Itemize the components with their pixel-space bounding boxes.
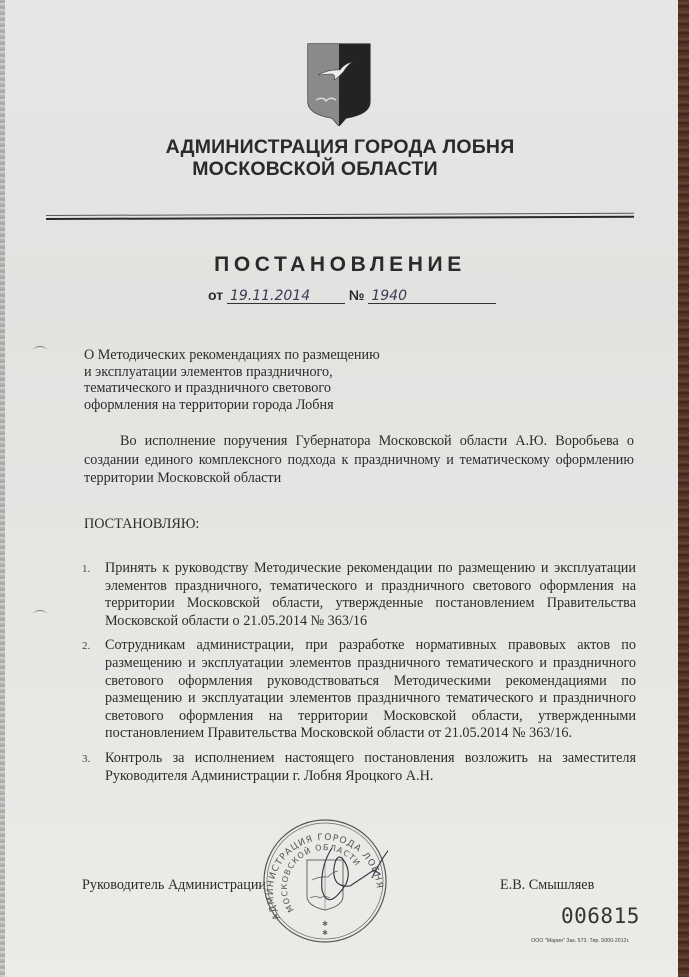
item-number: 2. — [82, 640, 91, 653]
item-text: Контроль за исполнением настоящего постановления возложить на заместителя Руководителя Администрации г. Лобня Яроцкого А.Н. — [105, 749, 636, 784]
item-text: Принять к руководству Методические рекомендации по размещению и эксплуатации элементов праздничного, тематического и праздничного светового оформления на территории Московской области, утвержденные постановлением Правительства Московской области о 21.05.2014 № 363/16 — [105, 560, 636, 629]
document-subject: О Методических рекомендациях по размещению и эксплуатации элементов праздничного, тематического и праздничного светового оформления на территории города Лобня — [84, 347, 380, 413]
printer-imprint: ООО "Мария" Зак. 573. Тир. 5000-2012г. — [531, 938, 630, 944]
svg-text:✱: ✱ — [322, 920, 328, 928]
number-prefix: № — [348, 287, 365, 303]
coat-of-arms-icon — [306, 42, 372, 126]
resolution-item — [80, 750, 636, 785]
official-seal-icon — [262, 818, 388, 944]
header-rule-thick — [46, 216, 634, 220]
date-number-line — [208, 287, 496, 304]
document-date: 19.11.2014 — [227, 289, 345, 304]
date-prefix: от — [208, 287, 224, 303]
resolve-heading: ПОСТАНОВЛЯЮ: — [84, 516, 200, 532]
resolution-item — [80, 637, 636, 743]
preamble-paragraph: Во исполнение поручения Губернатора Московской области А.Ю. Воробьева о создании единого комплексного подхода к праздничному и тематическому оформлению территории Московской области — [84, 433, 634, 486]
punch-hole-mark — [33, 346, 47, 355]
document-type: ПОСТАНОВЛЕНИЕ — [214, 253, 466, 276]
signatory-name: Е.В. Смышляев — [500, 877, 595, 893]
seal-inner-text: МОСКОВСКОЙ ОБЛАСТИ — [279, 842, 363, 914]
item-number: 3. — [82, 752, 91, 765]
punch-hole-mark — [33, 610, 47, 619]
desk-surface — [678, 0, 689, 977]
item-text: Сотрудникам администрации, при разработке нормативных правовых актов по размещению и эксплуатации элементов праздничного тематического и праздничного светового оформления руководствоваться Методическими рекомендациями по размещению и эксплуатации элементов праздничного тематического и праздничного светового оформления на территории Московской области, утвержденными постановлением Правительства Московской области от 21.05.2014 № 363/16. — [105, 637, 636, 742]
form-serial-number: 006815 — [561, 904, 640, 928]
resolution-item — [80, 560, 636, 630]
org-title-line1: АДМИНИСТРАЦИЯ ГОРОДА ЛОБНЯ — [165, 136, 515, 158]
item-number: 1. — [82, 563, 91, 575]
resolution-items — [80, 560, 636, 792]
seal-outer-text: АДМИНИСТРАЦИЯ ГОРОДА ЛОБНЯ — [265, 832, 385, 922]
svg-text:✱: ✱ — [322, 929, 328, 937]
org-title-line2: МОСКОВСКОЙ ОБЛАСТИ — [192, 158, 438, 180]
document-number: 1940 — [368, 289, 496, 304]
signatory-title: Руководитель Администрации — [82, 877, 267, 893]
